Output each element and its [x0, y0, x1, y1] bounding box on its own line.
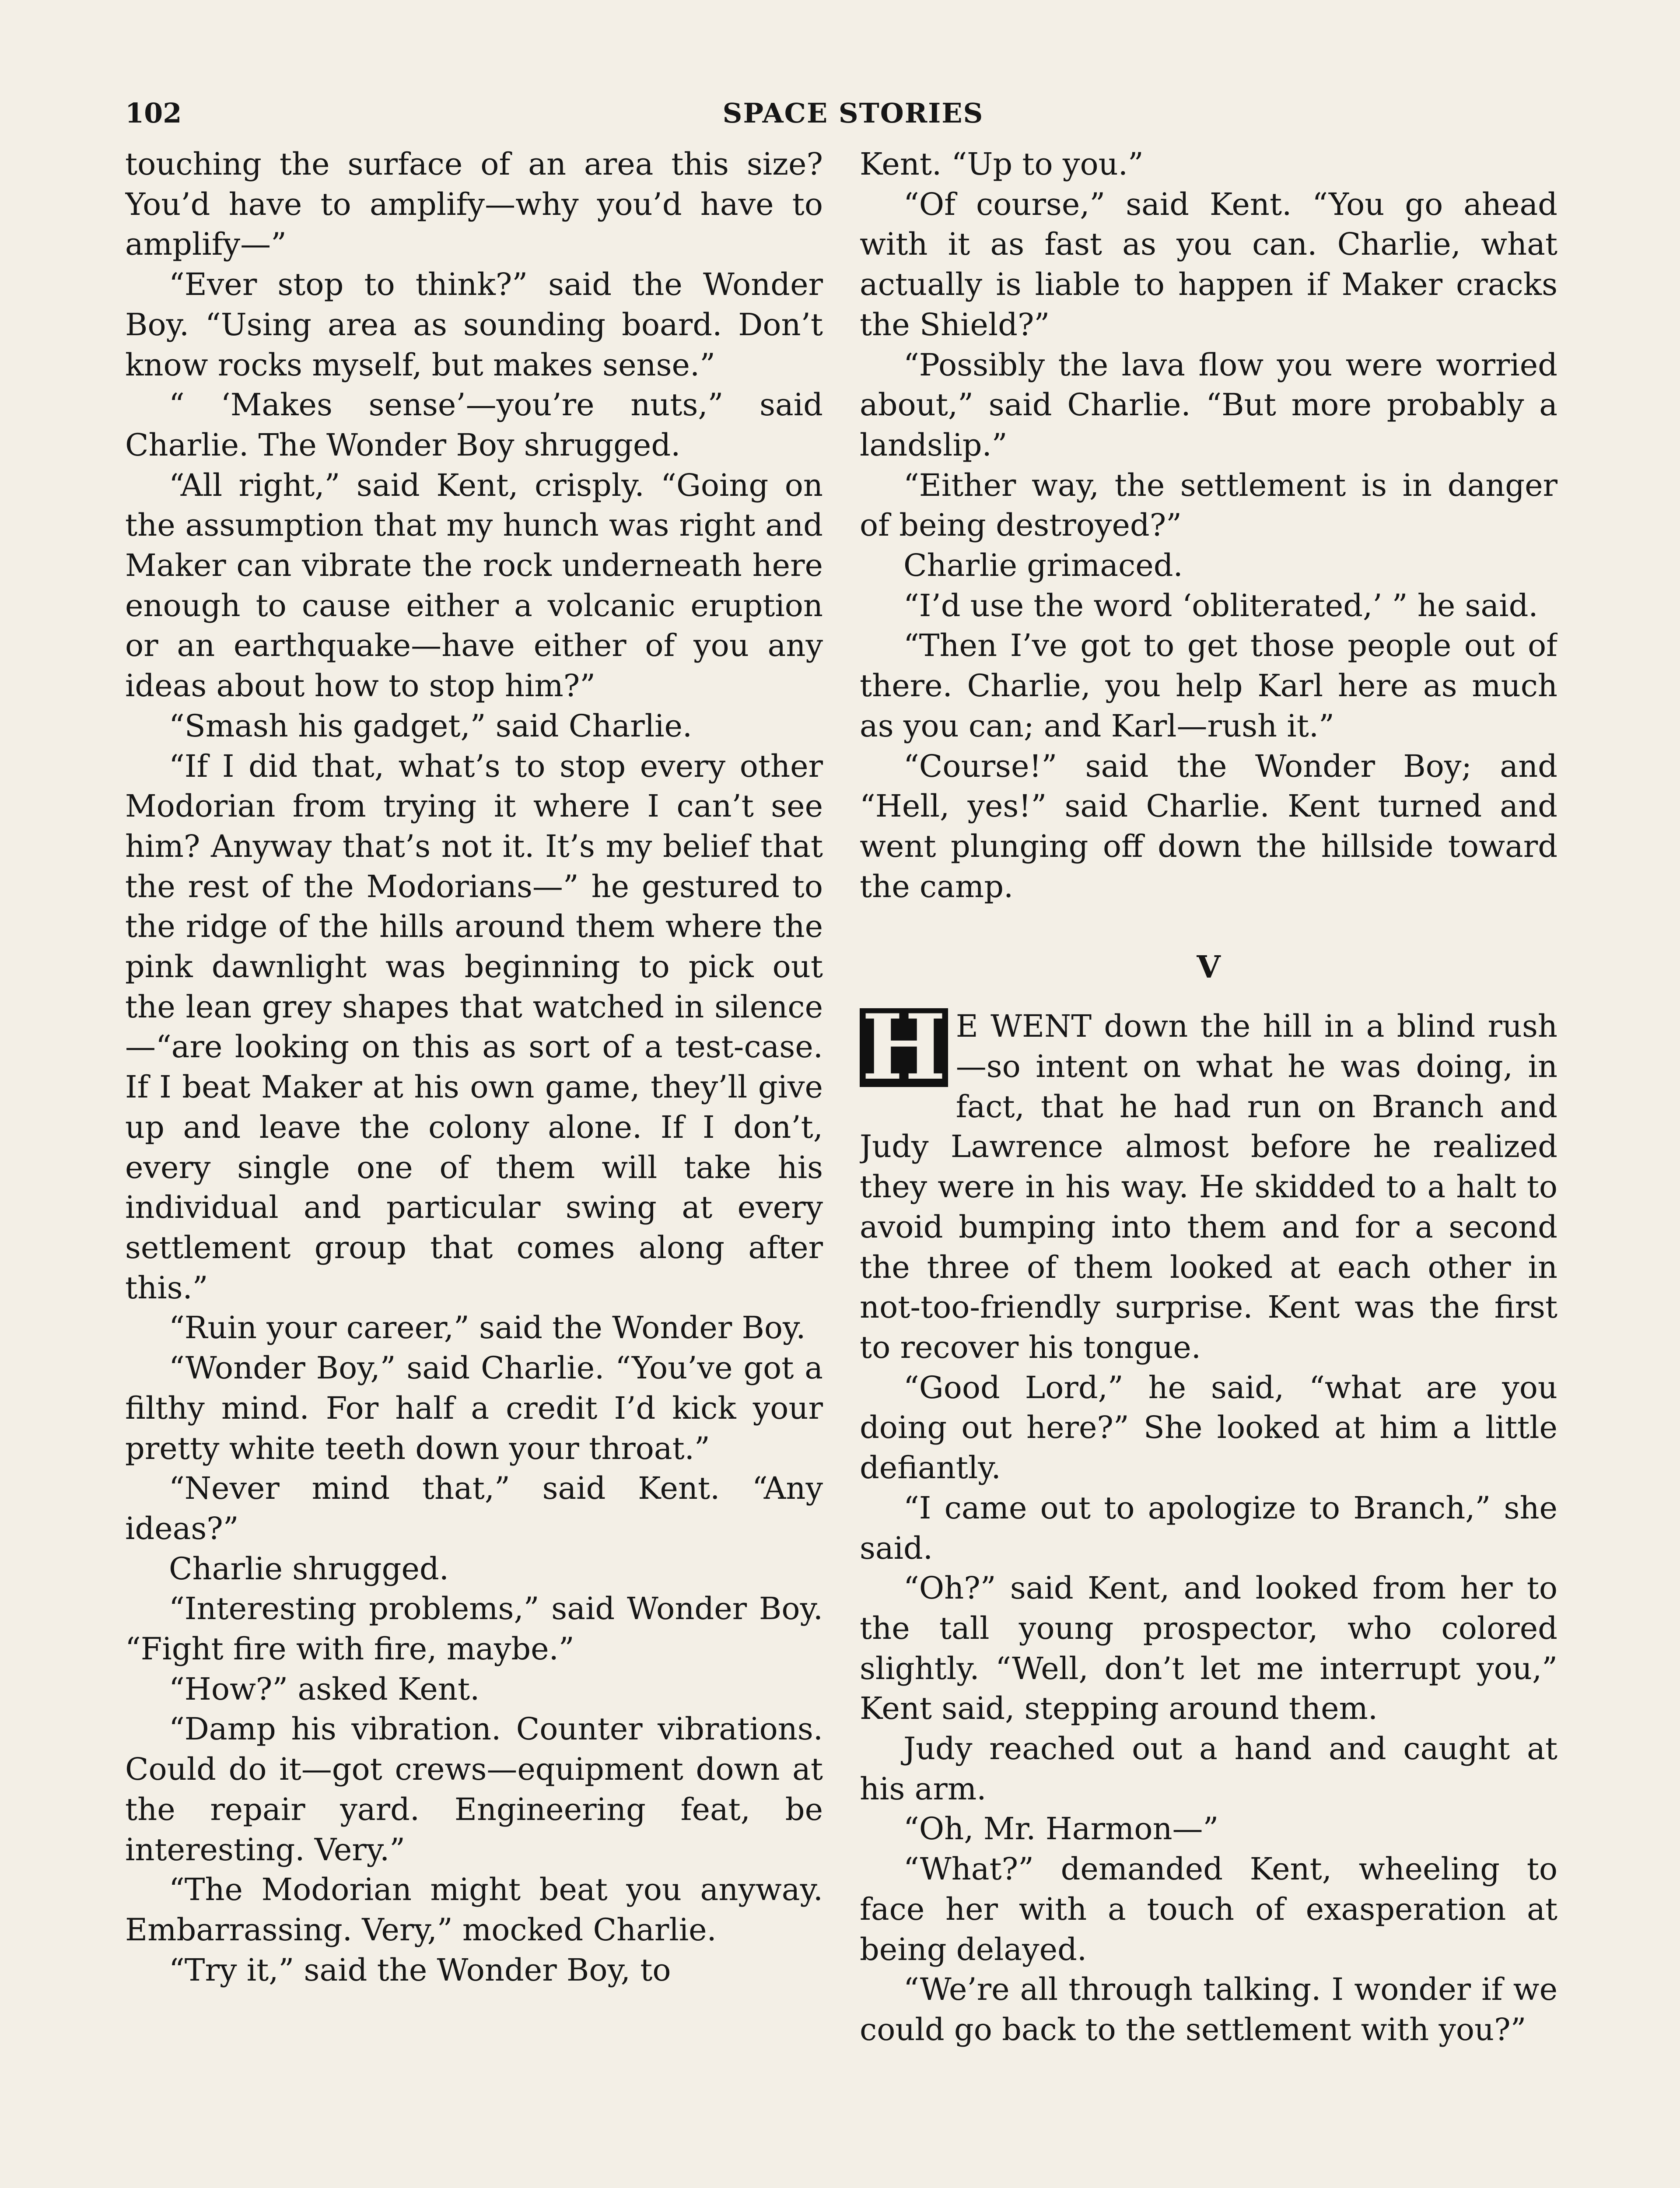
- paragraph: “Oh?” said Kent, and looked from her to the tall young prospector, who colored slightly. “Well, don’t let me interrupt you,” Kent said, stepping around them.: [860, 1570, 1558, 1727]
- paragraph: “Either way, the settlement is in danger of being destroyed?”: [860, 467, 1558, 543]
- right-column-bottom: [860, 1368, 1558, 2050]
- paragraph: “All right,” said Kent, crisply. “Going on the assumption that my hunch was right and Maker can vibrate the rock underneath here enough to cause either a volcanic eruption or an earthquake—have either of you any ideas about how to stop him?”: [125, 467, 823, 704]
- paragraph: Charlie shrugged.: [169, 1550, 449, 1587]
- paragraph: “We’re all through talking. I wonder if we could go back to the settlement with you?”: [860, 1971, 1558, 2048]
- paragraph: “Damp his vibration. Counter vibrations. Could do it—got crews—equipment down at the repair yard. Engineering feat, be interesting. Very.”: [125, 1711, 823, 1868]
- paragraph: “Possibly the lava flow you were worried about,” said Charlie. “But more probably a landslip.”: [860, 347, 1558, 463]
- paragraph: “Interesting problems,” said Wonder Boy. “Fight fire with fire, maybe.”: [125, 1591, 823, 1667]
- paragraph: “Then I’ve got to get those people out of there. Charlie, you help Karl here as much as you can; and Karl—rush it.”: [860, 628, 1558, 744]
- paragraph: “Oh, Mr. Harmon—”: [903, 1811, 1219, 1847]
- paragraph: “I’d use the word ‘obliterated,’ ” he said.: [903, 587, 1538, 624]
- paragraph: “ ‘Makes sense’—you’re nuts,” said Charlie. The Wonder Boy shrugged.: [125, 387, 823, 463]
- opening-text: E WENT down the hill in a blind rush—so intent on what he was doing, in fact, that he had run on Branch and Judy Lawrence almost before he realized they were in his way. He skidded to a halt to avoid bumping into them and for a second the three of them looked at each other in not-too-friendly surprise. Kent was the first to recover his tongue.: [860, 1008, 1558, 1365]
- paragraph: Charlie grimaced.: [903, 547, 1183, 584]
- paragraph: “Course!” said the Wonder Boy; and “Hell, yes!” said Charlie. Kent turned and went plunging off down the hillside toward the camp.: [860, 748, 1558, 905]
- page-header: [125, 97, 1581, 137]
- page-number: 102: [125, 97, 182, 129]
- paragraph: “The Modorian might beat you anyway. Embarrassing. Very,” mocked Charlie.: [125, 1872, 823, 1948]
- running-title: SPACE STORIES: [722, 97, 984, 129]
- paragraph: “What?” demanded Kent, wheeling to face her with a touch of exasperation at being delayed.: [860, 1851, 1558, 1967]
- paragraph: touching the surface of an area this size? You’d have to amplify—why you’d have to amplify—”: [125, 146, 823, 263]
- paragraph: “Try it,” said the Wonder Boy, to: [169, 1952, 671, 1988]
- paragraph: “Ruin your career,” said the Wonder Boy.: [169, 1310, 806, 1346]
- paragraph: “Of course,” said Kent. “You go ahead with it as fast as you can. Charlie, what actually is liable to happen if Maker cracks the Shield?”: [860, 186, 1558, 343]
- paragraph: “I came out to apologize to Branch,” she said.: [860, 1490, 1558, 1566]
- section-heading: V: [1197, 949, 1221, 985]
- right-column: [860, 144, 1558, 2188]
- drop-cap: H: [860, 1008, 948, 1087]
- paragraph: “Good Lord,” he said, “what are you doing out here?” She looked at him a little defiantly.: [860, 1369, 1558, 1486]
- paragraph: “Never mind that,” said Kent. “Any ideas?”: [125, 1470, 823, 1546]
- section-opening-paragraph: [860, 995, 1558, 1368]
- paragraph: “If I did that, what’s to stop every other Modorian from trying it where I can’t see him? Anyway that’s not it. It’s my belief that the rest of the Modorians—” he gestured to the ridge of the hills around them where the pink dawnlight was beginning to pick out the lean grey shapes that watched in silence—“are looking on this as sort of a test-case. If I beat Maker at his own game, they’ll give up and leave the colony alone. If I don’t, every single one of them will take his individual and particular swing at every settlement group that comes along after this.”: [125, 748, 823, 1306]
- paragraph: “Wonder Boy,” said Charlie. “You’ve got a filthy mind. For half a credit I’d kick your pretty white teeth down your throat.”: [125, 1350, 823, 1466]
- left-column: [125, 144, 823, 2188]
- paragraph: “Ever stop to think?” said the Wonder Boy. “Using area as sounding board. Don’t know rocks myself, but makes sense.”: [125, 266, 823, 383]
- paragraph: “Smash his gadget,” said Charlie.: [169, 708, 693, 744]
- paragraph: Judy reached out a hand and caught at his arm.: [860, 1731, 1558, 1807]
- right-column-top: [860, 144, 1558, 907]
- paragraph: “How?” asked Kent.: [169, 1671, 480, 1707]
- paragraph: Kent. “Up to you.”: [860, 146, 1144, 182]
